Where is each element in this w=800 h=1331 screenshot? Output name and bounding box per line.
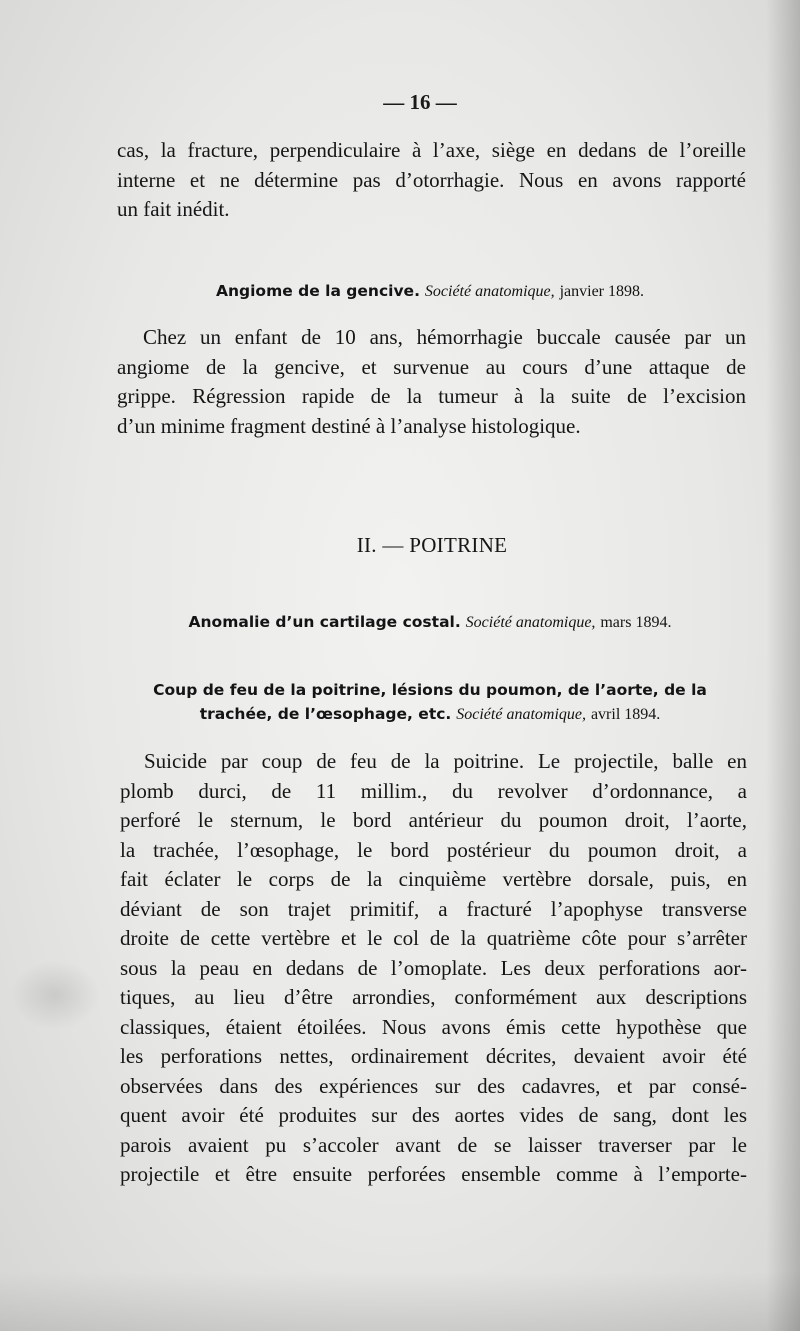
page-bottom-shadow (0, 1271, 800, 1331)
text-line: parois avaient pu s’accoler avant de se laisser traverser par le (120, 1132, 747, 1157)
page-edge-shadow (766, 0, 800, 1331)
coup-de-feu-title-line2: trachée, de l’œsophage, etc. (199, 705, 452, 723)
coup-de-feu-source: Société anatomique, (456, 706, 586, 723)
text-line: angiome de la gencive, et survenue au cours d’une attaque de (117, 354, 746, 379)
text-line: Chez un enfant de 10 ans, hémorrhagie buccale causée par un (143, 325, 746, 349)
angiome-date: janvier 1898. (559, 283, 644, 300)
text-line: d’un minime fragment destiné à l’analyse histologique. (117, 413, 581, 438)
text-line: quent avoir été produites sur des aortes vides de sang, dont les (120, 1103, 747, 1127)
angiome-source: Société anatomique, (424, 283, 555, 300)
coup-de-feu-date: avril 1894. (590, 706, 661, 723)
text-line: les perforations nettes, ordinairement décrites, devaient avoir été (120, 1044, 747, 1068)
anomalie-date: mars 1894. (600, 614, 672, 631)
section-title: II. — POITRINE (356, 533, 508, 557)
text-line: Suicide par coup de feu de la poitrine. Le projectile, balle en (144, 749, 747, 773)
page-smudge (10, 960, 100, 1030)
text-line: un fait inédit. (117, 197, 230, 221)
text-line: classiques, étaient étoilées. Nous avons émis cette hypothèse que (120, 1014, 747, 1039)
coup-de-feu-heading (100, 678, 760, 727)
text-line: fait éclater le corps de la cinquième vertèbre dorsale, puis, en (120, 867, 747, 891)
page-number: — 16 — (383, 90, 457, 114)
angiome-paragraph (117, 323, 746, 441)
text-line: cas, la fracture, perpendiculaire à l’axe, siège en dedans de l’oreille (117, 138, 746, 162)
text-line: observées dans des expériences sur des cadavres, et par consé- (120, 1073, 747, 1098)
anomalie-heading (100, 610, 760, 635)
text-line: tiques, au lieu d’être arrondies, conformément aux descriptions (120, 985, 747, 1009)
text-line: projectile et être ensuite perforées ensemble comme à l’emporte- (120, 1162, 747, 1186)
coup-de-feu-paragraph (120, 747, 747, 1190)
anomalie-source: Société anatomique, (465, 614, 596, 631)
text-line: déviant de son trajet primitif, a fracturé l’apophyse transverse (120, 896, 747, 921)
text-line: sous la peau en dedans de l’omoplate. Les deux perforations aor- (120, 955, 747, 980)
text-line: droite de cette vertèbre et le col de la quatrième côte pour s’arrêter (120, 926, 747, 950)
angiome-title: Angiome de la gencive. (215, 282, 420, 300)
text-line: la trachée, l’œsophage, le bord postérieur du poumon droit, a (120, 837, 747, 862)
intro-paragraph (117, 136, 746, 225)
coup-de-feu-title-line1: Coup de feu de la poitrine, lésions du poumon, de l’aorte, de la (153, 681, 707, 699)
angiome-heading (100, 279, 760, 304)
text-line: interne et ne détermine pas d’otorrhagie. Nous en avons rapporté (117, 167, 746, 192)
text-line: perforé le sternum, le bord antérieur du poumon droit, l’aorte, (120, 808, 747, 832)
anomalie-title: Anomalie d’un cartilage costal. (188, 613, 461, 631)
text-line: plomb durci, de 11 millim., du revolver d’ordonnance, a (120, 778, 747, 803)
text-line: grippe. Régression rapide de la tumeur à la suite de l’excision (117, 384, 746, 408)
